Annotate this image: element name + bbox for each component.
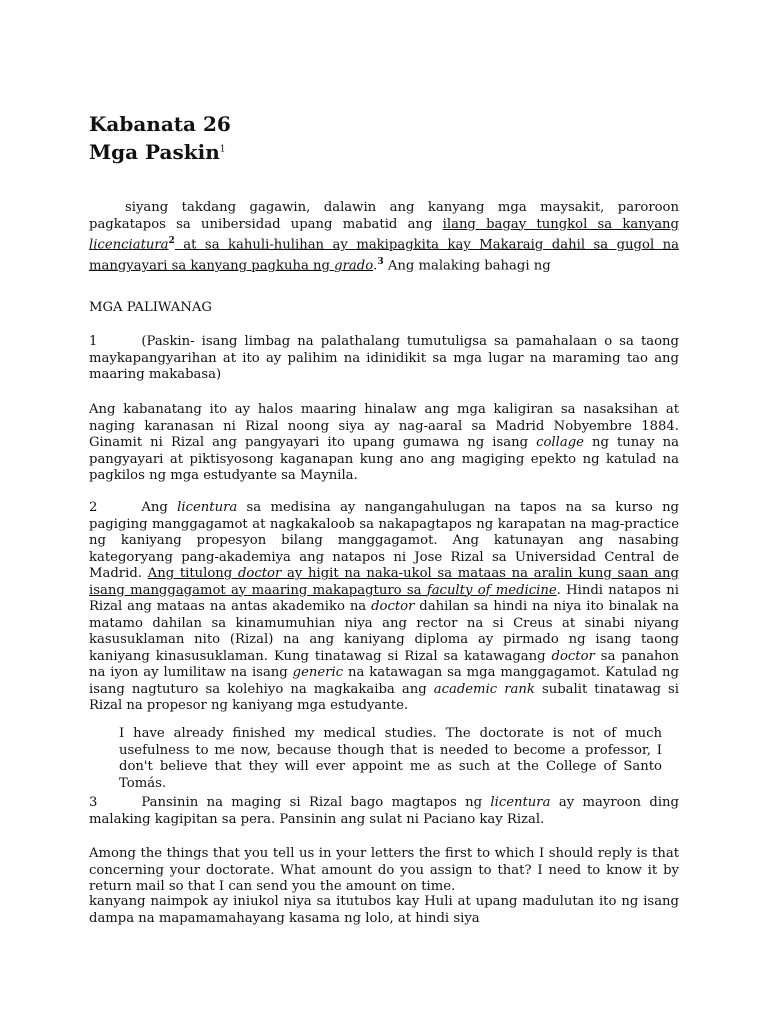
licenciatura-term: licenciatura [89,237,169,253]
note-text: na katawagan sa mga manggagamot. Katulad ng isang nagtuturo sa kolehiyo na magkakaiba ang [89,665,679,697]
generic-term: generic [292,665,344,680]
intro-underlined-text-2: at sa kahuli-hulihan ay makipagkita kay Makaraig dahil sa gugol na mangyayari sa kanyang pagkuha ng [89,237,679,274]
footnote-ref-2: 2 [168,236,175,246]
closing-paragraph: kanyang naimpok ay iniukol niya sa itutubos kay Huli at upang madulutan ito ng isang dampa na mapamamahayang kasama ng lolo, at hindi siya [89,894,679,926]
footnote-marker: 1 [219,144,226,155]
kabanata-text-end: ng tunay na pangyayari at piktisyosong kaganapan kung ano ang magiging epekto ng katulad na pagkilos ng mga estudyante sa Maynila. [89,435,679,483]
faculty-term: faculty of medicine [426,582,557,598]
kabanata-text: Ang kabanatang ito ay halos maaring hinalaw ang mga kaligiran sa nasaksihan at naging karanasan ni Rizal noong siya ay nag-aaral sa Madrid Nobyembre 1884. Ginamit ni Rizal ang pangyayari ito upang gumawa ng isang [89,402,679,450]
chapter-subtitle [89,140,226,164]
intro-text: siyang takdang gagawin, dalawin ang kanyang mga maysakit, paroroon pagkatapos sa unibersidad upang mabatid ang [89,200,679,232]
grado-term: grado [334,258,374,274]
intro-text-end: Ang malaking bahagi ng [383,258,551,274]
footnote-ref-3: 3 [377,256,384,267]
chapter-subtitle-text: Mga Paskin [89,140,220,164]
note-3 [89,795,679,828]
block-quote: I have already finished my medical studies. The doctorate is not of much usefulness to me now, because though that is needed to become a professor, I don't believe that they will ever appoint me as such at the College of Santo Tomás. [119,726,662,791]
note-text: Ang [141,500,178,515]
note-1 [89,334,679,384]
note-text: sa medisina ay nangangahulugan na tapos na sa kurso ng pagiging manggagamot at nagkakaloob sa nakapagtapos ng karapatan na mag-practice ng kaniyang propesyon bilang manggagamot. Ang katunayan ang nasabing kategoryang pang-akademiya ang natapos ni Jose Rizal sa Universidad Central de Madrid. [89,500,679,581]
collage-term: collage [536,435,584,450]
note-text: ay mayroon ding malaking kagipitan sa pera. Pansinin ang sulat ni Paciano kay Rizal. [89,795,679,827]
note-number: 1 [89,334,98,349]
note-text: subalit tinatawag si Rizal na propesor ng kaniyang mga estudyante. [89,681,679,713]
section-heading: MGA PALIWANAG [89,300,212,315]
intro-paragraph: siyang takdang gagawin, dalawin ang kanyang mga maysakit, paroroon pagkatapos sa unibersidad upang mabatid ang ilang bagay tungkol sa kanyang licenciatura$^2$ at sa kahuli-hulihan ay makipagkita kay Makaraig dahil sa gugol na mangyayari sa kanyang pagkuha ng grado.$^3$ Ang malaking bahagi ng [89,200,679,274]
chapter-title: Kabanata 26 [89,112,231,136]
note-text: sa panahon na iyon ay lumilitaw na isang [89,648,679,680]
licentura-term: licentura [177,500,238,515]
note-text: dahilan sa hindi na niya ito binalak na matamo dahilan sa kinamumuhian niya ang rector na si Creus at sinabi niyang kasusuklaman nito (Rizal) na ang kaniyang diploma ay pirmado ng isang taong kaniyang kinasusuklaman. Kung tinatawag si Rizal sa katawagang [89,599,679,664]
licentura-term: licentura [490,795,551,810]
note-text: (Paskin- isang limbag na palathalang tumutuligsa sa pamahalaan o sa taong maykapangyarihan at ito ay palihim na idinidikit sa mga lugar na maraming tao ang maaring makabasa) [89,334,679,382]
kabanata-paragraph [89,402,679,485]
doctor-term: doctor [237,566,282,581]
letter-excerpt: Among the things that you tell us in your letters the first to which I should reply is that concerning your doctorate. What amount do you assign to that? I need to know it by return mail so that I can send you the amount on time. [89,846,679,894]
note-text: . Hindi natapos ni Rizal ang mataas na antas akademiko na [89,582,679,614]
note-number: 3 [89,795,98,810]
academic-rank-term: academic rank [433,681,535,697]
doctor-term: doctor [551,648,595,664]
note-number: 2 [89,500,98,515]
note-text: ay higit na naka-ukol sa mataas na aralin kung saan ang isang manggagamot ay maaring makapagturo sa [89,566,679,598]
note-text: Ang titulong [147,566,238,581]
note-text: Pansinin na maging si Rizal bago magtapos ng [141,795,491,810]
doctor-term: doctor [371,599,415,614]
note-2 [89,500,679,715]
intro-underlined-text: ilang bagay tungkol sa kanyang [442,216,679,232]
